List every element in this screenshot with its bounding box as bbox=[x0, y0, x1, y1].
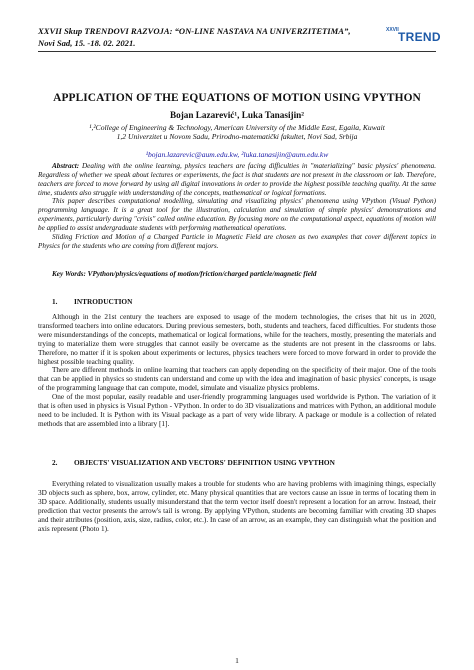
paper-title: APPLICATION OF THE EQUATIONS OF MOTION USING VPYTHON bbox=[53, 92, 421, 104]
abstract-paragraph-2: This paper describes computational modelling, simulating and visualizing physics' phenomena using VPython (Visual Python) programming language. It is a great tool for the illustration, calculation and simulation of simple physics' demonstrations and experiments, particularly during "crisis" called online education. By focusing more on the computational aspect, equations of motion will be applied to assist undergraduate students with performing mathematical operations. bbox=[38, 197, 436, 232]
section-1-heading bbox=[38, 297, 436, 306]
abstract-paragraph-3: Sliding Friction and Motion of a Charged Particle in Magnetic Field are chosen as two examples that cover different topics in Physics for the students who are coming from different majors. bbox=[38, 232, 436, 250]
section-1-number: 1. bbox=[52, 297, 58, 306]
section-2-paragraph-1: Everything related to visualization usually makes a trouble for students who are having problems with imagining things, especially 3D objects such as sphere, box, arrow, cylinder, etc. Many physical quantities that are vectors cause an issue in terms of locating them in 3D space. Additionally, students usually misunderstand that the term vector itself doesn't represent a location for an arrow. Instead, their prediction that vector presents the arrow's tail is wrong. By applying VPython, students are becoming familiar with creating 3D shapes and their attributes (position, axis, size, radius, color, etc.). In case of an arrow, as an example, they can distinguish what the position and axis represent (Photo 1). bbox=[38, 480, 436, 533]
section-1-body bbox=[38, 313, 436, 429]
header-line-2: Novi Sad, 15. -18. 02. 2021. bbox=[38, 37, 136, 48]
abstract bbox=[38, 162, 436, 250]
keywords: Key Words: VPython/physics/equations of motion/friction/charged particle/magnetic field bbox=[52, 270, 317, 278]
abstract-label: Abstract: bbox=[52, 162, 80, 170]
author-emails[interactable]: ¹bojan.lazarevic@aum.edu.kw, ²luka.tanasijin@aum.edu.kw bbox=[145, 150, 329, 159]
logo-text: TREND bbox=[398, 30, 441, 44]
section-1-title: INTRODUCTION bbox=[74, 297, 133, 306]
logo-roman-numeral: XXVII bbox=[386, 27, 399, 33]
conference-header bbox=[38, 26, 388, 49]
header-line-1: XXVII Skup TRENDOVI RAZVOJA: “ON-LINE NASTAVA NA UNIVERZITETIMA”, bbox=[38, 26, 351, 36]
header-rule bbox=[38, 51, 436, 52]
page-number: 1 bbox=[235, 656, 239, 665]
section-2-body bbox=[38, 480, 436, 533]
section-2-heading bbox=[38, 458, 436, 467]
intro-paragraph-3: One of the most popular, easily readable and user-friendly programming languages used worldwide is Python. The variation of it that is often used in physics is Visual Python - VPython. In order to do 3D visualizations and matrices with Python, an additional module need to be included. It is Python with its Visual package as a part of very wide library. A package or module is a collection of related methods that are assembled into a library [1]. bbox=[38, 393, 436, 428]
intro-paragraph-1: Although in the 21st century the teachers are exposed to usage of the modern technologies, the crises that hit us in 2020, transformed teachers into online educators. During previous semesters, both, students and teachers, faced difficulties. For students those were misunderstandings of the concepts, mathematical or logical formations, while for the teachers, mostly, presenting the materials and trying to materialize them were struggles that cannot easily be overcame as the students are not present in the classrooms or labs. Therefore, no matter if it is spoken about experiments or lectures, physics teachers were forced to move forward in order to provide the highest possible teaching quality. bbox=[38, 313, 436, 366]
affiliation-1: ¹,²College of Engineering & Technology, American University of the Middle East, Egaila, Kuwait bbox=[89, 123, 385, 132]
affiliation-2: 1,2 Univerzitet u Novom Sadu, Prirodno-matematički fakultet, Novi Sad, Srbija bbox=[116, 132, 358, 141]
intro-paragraph-2: There are different methods in online learning that teachers can apply depending on the specificity of their major. One of the tools that can be applied in physics so students can understand and come up with the idea and imagination of basic physics' concepts, is usage of the programming language that can compute, model, simulate and visualize physics problems. bbox=[38, 366, 436, 393]
section-2-title: OBJECTS' VISUALIZATION AND VECTORS' DEFINITION USING VPYTHON bbox=[74, 458, 335, 467]
trend-logo bbox=[384, 26, 440, 48]
abstract-paragraph-1: Abstract: Dealing with the online learning, physics teachers are facing difficulties in "materializing" basic physics' phenomena. Regardless of whether we speak about lectures or experiments, the fact is that students are not present in the classroom or lab. Therefore, teachers are forced to move forward by using all digital innovations in order to provide the highest possible teaching quality. At the same time, students also struggle with understanding of the concepts, mathematical or logical formations. bbox=[38, 162, 436, 197]
section-2-number: 2. bbox=[52, 458, 58, 467]
paper-authors: Bojan Lazarević¹, Luka Tanasijin² bbox=[170, 110, 304, 120]
